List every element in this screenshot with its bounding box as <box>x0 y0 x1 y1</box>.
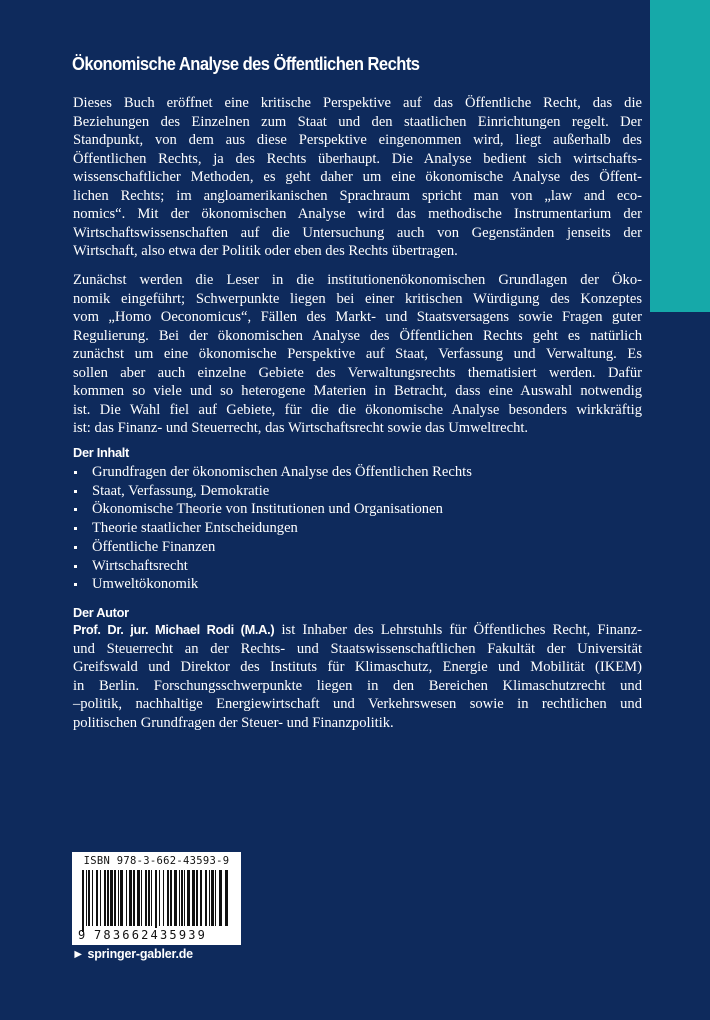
barcode-bar <box>184 870 185 926</box>
text-line: nomics“. Mit der ökonomischen Analyse wird das methodische Instrumentarium der <box>73 206 642 223</box>
barcode-bar <box>181 870 183 926</box>
barcode-bar <box>174 870 177 926</box>
accent-strip <box>650 0 710 312</box>
bullet-icon <box>74 527 77 530</box>
text-line: kommen so viele und so heterogene Materien in Betracht, dass eine Auswahl notwendig <box>73 383 642 400</box>
text-line: Greifswald und Direktor des Instituts für Klimaschutz, Energie und Mobilität (IKEM) <box>73 659 642 676</box>
bullet-icon <box>74 565 77 568</box>
bullet-icon <box>74 508 77 511</box>
barcode-bar <box>187 870 190 926</box>
barcode-bar <box>179 870 180 926</box>
contents-item: Ökonomische Theorie von Institutionen und Organisationen <box>73 500 472 519</box>
bullet-icon <box>74 546 77 549</box>
barcode-bar <box>196 870 198 926</box>
barcode-bar <box>163 870 164 926</box>
text-line: in Berlin. Forschungsschwerpunkte liegen in den Bereichen Klimaschutzrecht und <box>73 677 642 694</box>
author-bio: Prof. Dr. jur. Michael Rodi (M.A.) ist Inhaber des Lehrstuhls für Öffentliches Recht, Finanz- und Steuerrecht an der Rechts- und Staatswissenschaftlichen Fakultät der Universität Greifswald und Direktor des Instituts für Klimaschutz, Energie und Mobilität (IKEM) in Berlin. Forschungsschwerpunkte liegen in den Bereichen Klimaschutzrecht und –politik, nachhaltige Energiewirtschaft und Verkehrswesen sowie in rechtlichen und politischen Grundfragen der Steuer- und Finanzpolitik. <box>73 622 642 731</box>
contents-list <box>73 463 472 594</box>
description-paragraph-1 <box>73 94 642 261</box>
triangle-right-icon: ► <box>72 947 85 961</box>
barcode-bar <box>129 870 132 926</box>
barcode-bar <box>137 870 140 926</box>
barcode-bar <box>209 870 210 926</box>
description-paragraph-2 <box>73 271 642 438</box>
contents-item: Öffentliche Finanzen <box>73 538 472 557</box>
text-line: Wirtschaftswissenschaften auf die Untersuchung auch von Gegenständen jenseits der <box>73 224 642 241</box>
contents-item: Umweltökonomik <box>73 575 472 594</box>
isbn-barcode <box>72 852 241 945</box>
text-line: sollen aber auch einzelne Gebiete des Verwaltungsrechts thematisiert werden. Dafür <box>73 364 642 381</box>
website-link[interactable]: ► springer-gabler.de <box>72 947 193 961</box>
barcode-bar <box>82 870 84 932</box>
text-line: nomik eingeführt; Schwerpunkte liegen bei einer kritischen Würdigung des Konzeptes <box>73 290 642 307</box>
text-line: Zunächst werden die Leser in die institutionenökonomischen Grundlagen der Öko- <box>73 272 642 288</box>
text-line: politischen Grundfragen der Steuer- und Finanzpolitik. <box>73 714 394 731</box>
barcode-bar <box>86 870 87 926</box>
barcode-bar <box>225 870 228 926</box>
barcode-bar <box>107 870 109 926</box>
barcode-bar <box>88 870 90 926</box>
barcode-bar <box>148 870 150 926</box>
text-line: Dieses Buch eröffnet eine kritische Perspektive auf das Öffentliche Recht, das die <box>73 95 642 111</box>
barcode-bar <box>100 870 101 926</box>
text-line: Regulierung. Bei der ökonomischen Analyse des Öffentlichen Rechts geht es natürlich <box>73 327 642 344</box>
barcode-bar <box>192 870 195 926</box>
text-line: und Steuerrecht an der Rechts- und Staatswissenschaftlichen Fakultät der Universität <box>73 640 642 657</box>
bullet-icon <box>74 583 77 586</box>
text-line: Öffentlichen Rechts, ja des Rechts überhaupt. Die Analyse bedient sich wirtschafts- <box>73 150 642 167</box>
text-line: lichen Rechts; im angloamerikanischen Sprachraum spricht man von „law and eco- <box>73 187 642 204</box>
barcode-bar <box>92 870 93 926</box>
text-line: Wirtschaft, also etwa der Politik oder eben des Rechts übertragen. <box>73 243 458 260</box>
barcode-bars <box>82 870 232 932</box>
barcode-bar <box>200 870 202 926</box>
bullet-icon <box>74 490 77 493</box>
text-line: –politik, nachhaltige Energiewirtschaft und Verkehrswesen sowie in rechtlichen und <box>73 696 642 713</box>
text-line: ist. Die Wahl fiel auf Gebiete, für die die ökonomische Analyse besonders wirkkräftig <box>73 401 642 418</box>
barcode-bar <box>167 870 169 926</box>
contents-item: Wirtschaftsrecht <box>73 557 472 576</box>
barcode-bar <box>120 870 123 926</box>
barcode-bar <box>96 870 98 926</box>
text-line: ist: das Finanz- und Steuerrecht, das Wirtschaftsrecht sowie das Umweltrecht. <box>73 420 529 437</box>
barcode-bar <box>211 870 214 926</box>
text-line: vom „Homo Oeconomicus“, Fällen des Markt- und Staatsversagens sowie Fragen guter <box>73 309 642 326</box>
isbn-label: ISBN 978-3-662-43593-9 <box>83 855 230 867</box>
contents-heading: Der Inhalt <box>73 445 130 460</box>
barcode-bar <box>151 870 152 926</box>
author-name: Prof. Dr. jur. Michael Rodi (M.A.) <box>73 622 275 637</box>
text-line: zunächst um eine ökonomische Perspektive auf Staat, Verfassung und Verwaltung. Es <box>73 346 642 363</box>
book-title: Ökonomische Analyse des Öffentlichen Rechts <box>72 54 420 74</box>
contents-item: Theorie staatlicher Entscheidungen <box>73 519 472 538</box>
contents-item: Grundfragen der ökonomischen Analyse des Öffentlichen Rechts <box>73 463 472 482</box>
barcode-bar <box>215 870 216 926</box>
barcode-bar <box>104 870 106 926</box>
barcode-bar <box>219 870 222 926</box>
barcode-bar <box>145 870 147 926</box>
barcode-bar <box>141 870 142 926</box>
barcode-digits: 783662435939 <box>94 928 208 942</box>
barcode-bar <box>205 870 207 926</box>
author-heading: Der Autor <box>73 605 129 620</box>
text-line: Standpunkt, von dem aus diese Perspektive eingenommen wird, liegt außerhalb des <box>73 132 642 149</box>
contents-item: Staat, Verfassung, Demokratie <box>73 482 472 501</box>
barcode-bar <box>155 870 157 932</box>
text-line: wissenschaftlicher Methoden, es geht daher um eine ökonomische Analyse des Öffent- <box>73 169 642 186</box>
barcode-bar <box>114 870 116 926</box>
text-line: Beziehungen des Einzelnen zum Staat und den staatlichen Einrichtungen regelt. Der <box>73 113 642 130</box>
barcode-bar <box>118 870 119 926</box>
bullet-icon <box>74 471 77 474</box>
barcode-bar <box>110 870 113 926</box>
barcode-first-digit: 9 <box>78 928 86 942</box>
barcode-bar <box>159 870 160 926</box>
barcode-bar <box>170 870 172 926</box>
barcode-bar <box>126 870 127 926</box>
barcode-bar <box>133 870 135 926</box>
